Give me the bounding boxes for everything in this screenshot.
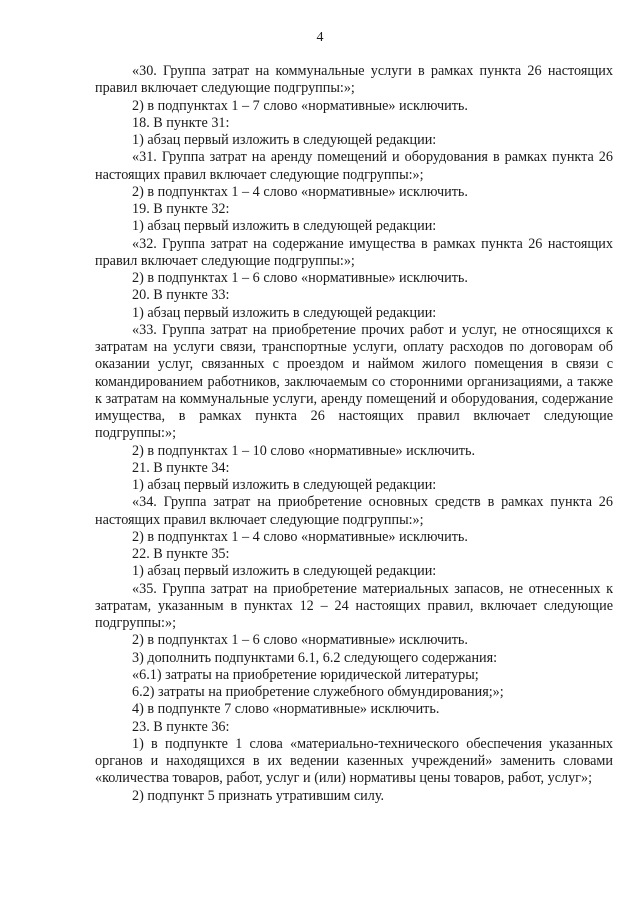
paragraph: 2) подпункт 5 признать утратившим силу.: [132, 787, 385, 804]
paragraph: «34. Группа затрат на приобретение основных средств в рамках пункта 26 настоящих правил включает следующие подгруппы:»;: [95, 494, 613, 528]
paragraph: 22. В пункте 35:: [132, 546, 230, 562]
paragraph: 2) в подпунктах 1 – 4 слово «нормативные» исключить.: [132, 183, 468, 200]
paragraph: 23. В пункте 36:: [132, 718, 230, 735]
paragraph: 2) в подпунктах 1 – 6 слово «нормативные» исключить.: [132, 270, 468, 286]
paragraph: 2) в подпунктах 1 – 10 слово «нормативные» исключить.: [132, 442, 476, 459]
paragraph: 1) абзац первый изложить в следующей редакции:: [132, 477, 437, 493]
paragraph: «31. Группа затрат на аренду помещений и оборудования в рамках пункта 26 настоящих правил включает следующие подгруппы:»;: [95, 149, 613, 183]
page-number: 4: [316, 30, 324, 45]
paragraph: 3) дополнить подпунктами 6.1, 6.2 следующего содержания:: [132, 649, 498, 666]
paragraph: «35. Группа затрат на приобретение материальных запасов, не отнесенных к затратам, указанным в пунктах 12 – 24 настоящих правил, включает следующие подгруппы:»;: [95, 580, 613, 631]
paragraph: 1) абзац первый изложить в следующей редакции:: [132, 304, 437, 321]
paragraph: «30. Группа затрат на коммунальные услуги в рамках пункта 26 настоящих правил включает следующие подгруппы:»;: [95, 63, 613, 97]
paragraph: 20. В пункте 33:: [132, 287, 230, 304]
paragraph: 2) в подпунктах 1 – 7 слово «нормативные» исключить.: [132, 97, 468, 114]
paragraph: 1) в подпункте 1 слова «материально-технического обеспечения указанных органов и находящихся в их ведении казенных учреждений» заменить словами «количества товаров, работ, услуг и (или) нормативы цены товаров, работ, услуг»;: [95, 735, 613, 787]
paragraph: 1) абзац первый изложить в следующей редакции:: [132, 563, 437, 580]
paragraph: 18. В пункте 31:: [132, 114, 230, 131]
paragraph: 1) абзац первый изложить в следующей редакции:: [132, 218, 437, 235]
paragraph: 19. В пункте 32:: [132, 201, 230, 217]
paragraph: 21. В пункте 34:: [132, 459, 230, 476]
paragraph: 2) в подпунктах 1 – 4 слово «нормативные» исключить.: [132, 528, 468, 545]
paragraph: «6.1) затраты на приобретение юридической литературы;: [132, 666, 479, 683]
paragraph: 6.2) затраты на приобретение служебного обмундирования;»;: [132, 684, 504, 700]
paragraph: 2) в подпунктах 1 – 6 слово «нормативные» исключить.: [132, 632, 468, 649]
paragraph: 1) абзац первый изложить в следующей редакции:: [132, 132, 437, 148]
paragraph: 4) в подпункте 7 слово «нормативные» исключить.: [132, 701, 440, 718]
paragraph: «33. Группа затрат на приобретение прочих работ и услуг, не относящихся к затратам на услуги связи, транспортные услуги, оплату расходов по договорам об оказании услуг, связанных с проездом и наймом жилого помещения в связи с командированием работников, заключаемым со сторонними организациями, а также к затратам на коммунальные услуги, аренду помещений и оборудования, содержание имущества, в рамках пункта 26 настоящих правил включает следующие подгруппы:»;: [95, 321, 613, 442]
paragraph: «32. Группа затрат на содержание имущества в рамках пункта 26 настоящих правил включает следующие подгруппы:»;: [95, 235, 613, 269]
document-body: [95, 63, 613, 805]
